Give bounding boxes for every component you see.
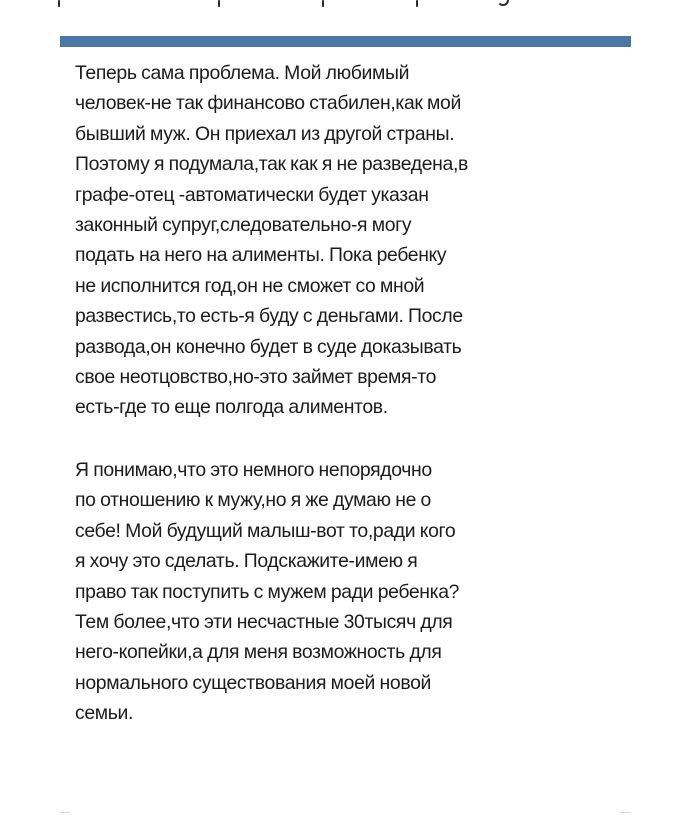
text-line: человек-не так финансово стабилен,как мой (75, 92, 461, 115)
text-line: Тем более,что эти несчастные 30тысяч для (75, 610, 453, 633)
text-line: не исполнится год,он не сможет со мной (75, 274, 425, 297)
text-line: Поэтому я подумала,так как я не разведена,в (75, 153, 468, 176)
text-line: бывший муж. Он приехал из другой страны. (75, 122, 455, 145)
text-line: него-копейки,а для меня возможность для (75, 641, 442, 664)
text-line: по отношению к мужу,но я же думаю не о (75, 489, 431, 512)
text-line: графе-отец -автоматически будет указан (75, 183, 429, 206)
text-line: нормального существования моей новой (75, 671, 431, 694)
text-line: семьи. (75, 702, 134, 725)
text-line: право так поступить с мужем ради ребенка? (75, 580, 460, 603)
divider (620, 812, 631, 813)
cropped-glyph (322, 0, 324, 7)
divider (60, 812, 70, 813)
text-line: Я понимаю,что это немного непорядочно (75, 458, 432, 481)
cropped-glyph (497, 0, 509, 6)
cropped-previous-text (0, 0, 700, 10)
message-paragraph-1 (75, 58, 615, 423)
paragraph-gap (75, 423, 615, 455)
text-line: подать на него на алименты. Пока ребенку (75, 244, 447, 267)
text-line: я хочу это сделать. Подскажите-имею я (75, 550, 418, 573)
text-line: свое неотцовство,но-это займет время-то (75, 366, 437, 389)
text-line: развестись,то есть-я буду с деньгами. После (75, 305, 463, 328)
cropped-glyph (58, 0, 60, 7)
text-line: есть-где то еще полгода алиментов. (75, 396, 388, 419)
post-header-bar (60, 36, 631, 47)
message-paragraph-2 (75, 455, 615, 729)
text-line: Теперь сама проблема. Мой любимый (75, 62, 410, 84)
text-line: себе! Мой будущий малыш-вот то,ради кого (75, 519, 456, 542)
cropped-glyph (218, 0, 220, 7)
message-body (75, 58, 615, 729)
text-line: законный супруг,следовательно-я могу (75, 214, 412, 237)
text-line: развода,он конечно будет в суде доказывать (75, 335, 462, 358)
cropped-glyph (416, 0, 418, 7)
